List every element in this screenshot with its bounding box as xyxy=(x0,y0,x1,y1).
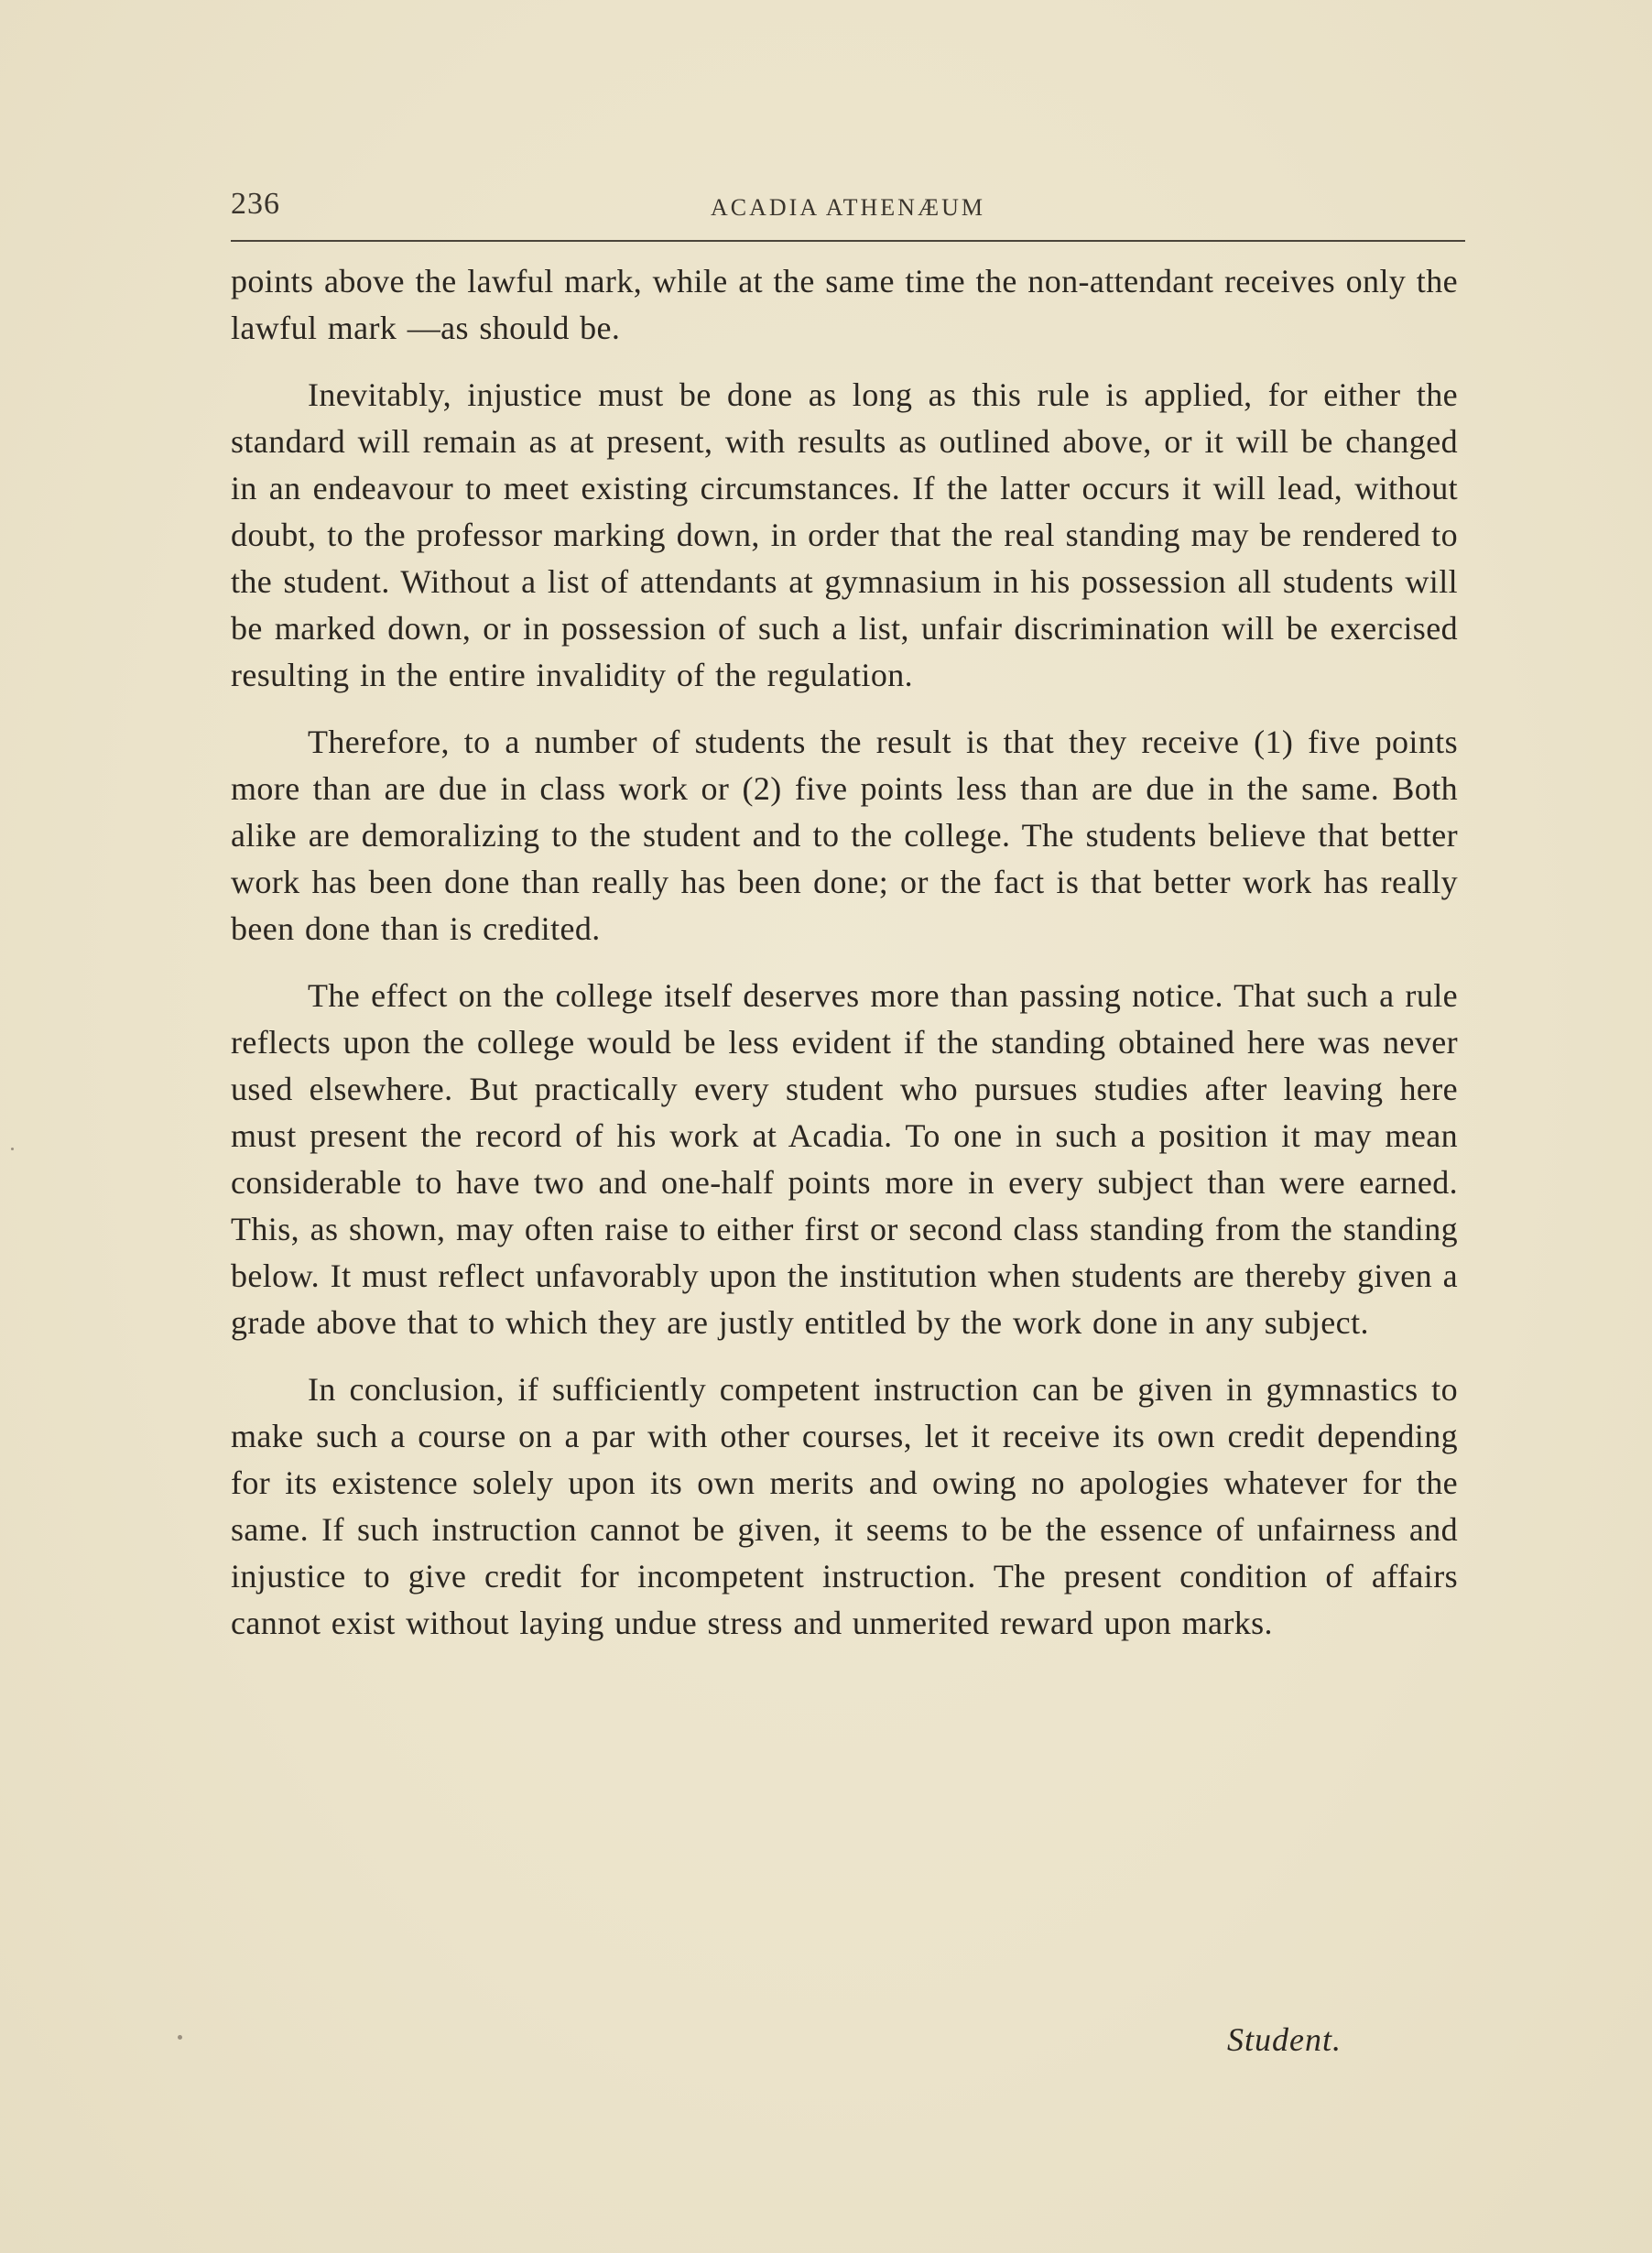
article-body xyxy=(231,258,1458,1667)
page-header xyxy=(231,187,1465,238)
page-number: 236 xyxy=(231,187,280,221)
running-title: ACADIA ATHENÆUM xyxy=(711,194,985,221)
header-rule xyxy=(231,240,1465,242)
paragraph: In conclusion, if sufficiently competent instruction can be given in gymnastics to make such a course on a par with other courses, let it receive its own credit depending for its existence solely upon its own merits and owing no apologies whatever for the same. If such instruction cannot be given, it seems to be the essence of unfairness and injustice to give credit for incompetent instruction. The present condition of affairs cannot exist without laying undue stress and unmerited reward upon marks. xyxy=(231,1371,1458,1641)
paragraph: Therefore, to a number of students the result is that they receive (1) five points more than are due in class work or (2) five points less than are due in the same. Both alike are demoralizing to the student and to the college. The students believe that better work has been done than really has been done; or the fact is that better work has really been done than is credited. xyxy=(231,724,1458,947)
author-signature: Student. xyxy=(1227,2021,1342,2058)
paragraph: Inevitably, injustice must be done as long as this rule is applied, for either the standard will remain as at present, with results as outlined above, or it will be changed in an endeavour to meet existing circumstances. If the latter occurs it will lead, without doubt, to the professor marking down, in order that the real standing may be rendered to the student. Without a list of attendants at gymnasium in his possession all students will be marked down, or in possession of such a list, unfair discrimination will be exercised resulting in the entire invalidity of the regulation. xyxy=(231,376,1458,693)
paper-speck xyxy=(11,1148,14,1150)
paragraph-continuation: points above the lawful mark, while at the same time the non-attendant receives only the lawful mark —as should be. xyxy=(231,263,1458,346)
paper-speck xyxy=(178,2035,182,2040)
paragraph: The effect on the college itself deserves more than passing notice. That such a rule reflects upon the college would be less evident if the standing obtained here was never used elsewhere. But practically every student who pursues studies after leaving here must present the record of his work at Acadia. To one in such a position it may mean considerable to have two and one-half points more in every subject than were earned. This, as shown, may often raise to either first or second class standing from the standing below. It must reflect unfavorably upon the institution when students are thereby given a grade above that to which they are justly entitled by the work done in any subject. xyxy=(231,977,1458,1341)
